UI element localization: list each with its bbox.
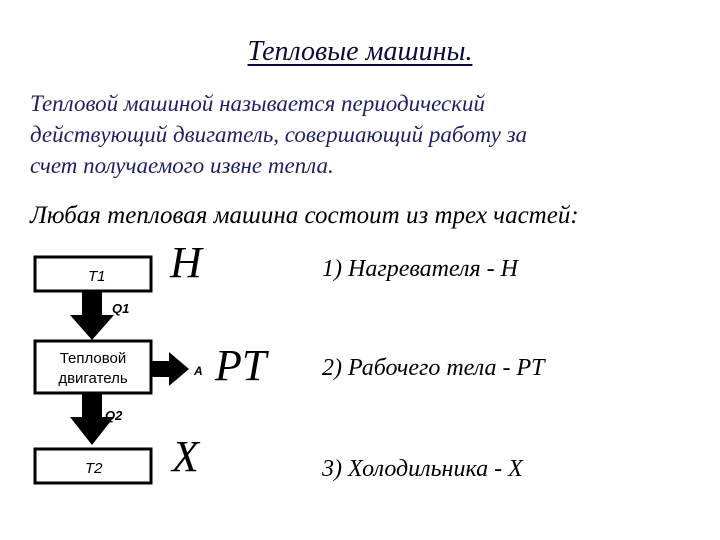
part-heater: 1) Нагревателя - Н — [322, 256, 518, 282]
q1-label: Q1 — [112, 301, 130, 316]
engine-label-line1: Тепловой — [59, 350, 127, 367]
parts-intro: Любая тепловая машина состоит из трех частей: — [30, 202, 579, 229]
part-working-body: 2) Рабочего тела - РТ — [322, 355, 545, 381]
q2-arrow-shaft — [82, 393, 102, 419]
definition-line: счет получаемого извне тепла. — [30, 153, 334, 178]
definition-line: Тепловой машиной называется периодический — [30, 91, 485, 116]
q1-arrow-shaft — [82, 291, 102, 317]
heater-letter: H — [170, 238, 202, 287]
page-title: Тепловые машины. — [247, 36, 473, 67]
work-arrow-shaft — [151, 361, 171, 377]
cooler-letter: X — [172, 432, 199, 481]
q1-arrow-head — [70, 315, 114, 340]
working-body-letters: PT — [215, 341, 267, 390]
work-arrow-head — [169, 352, 189, 386]
engine-label-line2: двигатель — [58, 370, 128, 387]
heater-temp-label: T1 — [88, 268, 106, 285]
cooler-temp-label: T2 — [85, 460, 103, 477]
work-label: A — [194, 364, 203, 378]
definition-line: действующий двигатель, совершающий работу за — [30, 122, 528, 147]
part-cooler: 3) Холодильника - Х — [322, 456, 523, 482]
q2-label: Q2 — [105, 408, 123, 423]
